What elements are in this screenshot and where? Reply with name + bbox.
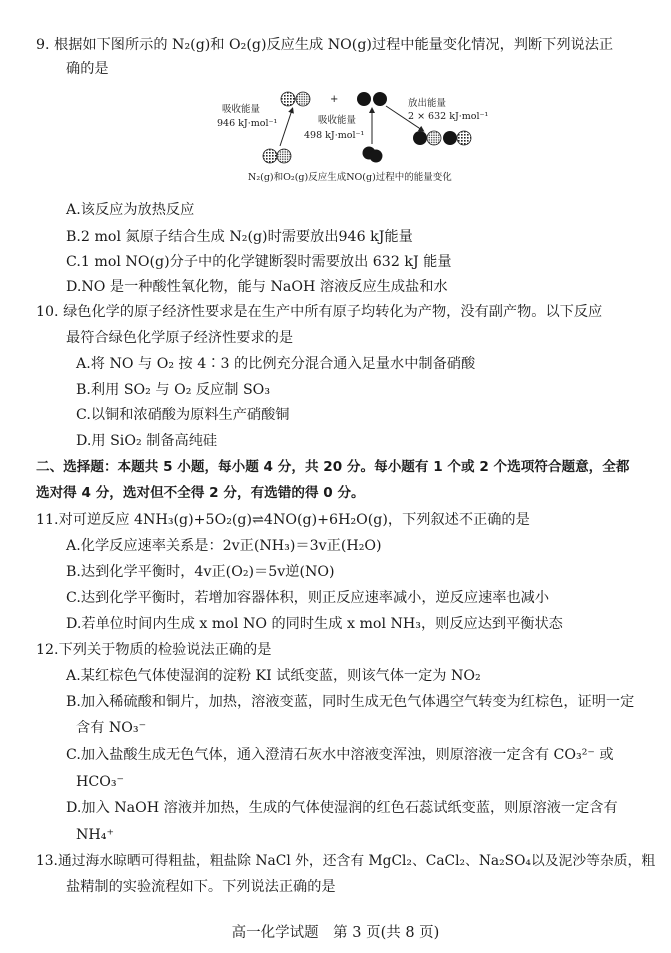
- q9-option-a: A.该反应为放热反应: [66, 202, 195, 218]
- n2-molecule-icon: [277, 149, 291, 163]
- q12-option-c-line1: C.加入盐酸生成无色气体，通入澄清石灰水中溶液变浑浊，则原溶液一定含有 CO₃²⁻ 或: [66, 747, 614, 763]
- q9-stem-line2: 确的是: [66, 61, 109, 77]
- q9-option-d: D.NO 是一种酸性氧化物，能与 NaOH 溶液反应生成盐和水: [66, 279, 448, 295]
- figure-caption: N₂(g)和O₂(g)反应生成NO(g)过程中的能量变化: [248, 172, 452, 183]
- o-atom-icon: [373, 92, 387, 106]
- label-release-value: 2 × 632 kJ·mol⁻¹: [408, 111, 489, 122]
- plus-sign: +: [330, 94, 339, 105]
- label-release: 放出能量: [408, 98, 447, 109]
- q10-option-c: C.以铜和浓硝酸为原料生产硝酸铜: [76, 407, 290, 423]
- q10-stem-line2: 最符合绿色化学原子经济性要求的是: [66, 330, 294, 346]
- no-molecule-icon: [443, 131, 457, 145]
- q12-option-c-line2: HCO₃⁻: [76, 774, 125, 790]
- label-absorb-1-value: 946 kJ·mol⁻¹: [217, 118, 278, 129]
- q11-option-c: C.达到化学平衡时，若增加容器体积，则正反应速率减小，逆反应速率也减小: [66, 590, 550, 606]
- q11-option-b: B.达到化学平衡时，4v正(O₂)＝5v逆(NO): [66, 564, 335, 580]
- q13-stem-line1: 13.通过海水晾晒可得粗盐，粗盐除 NaCl 外，还含有 MgCl₂、CaCl₂、Na₂SO₄以及泥沙等杂质，粗: [36, 853, 656, 869]
- q12-option-d-line2: NH₄⁺: [76, 827, 114, 843]
- n-atom-icon: [281, 92, 295, 106]
- q9-stem-line1: 9. 根据如下图所示的 N₂(g)和 O₂(g)反应生成 NO(g)过程中能量变化情况，判断下列说法正: [36, 37, 614, 53]
- q12-option-a: A.某红棕色气体使湿润的淀粉 KI 试纸变蓝，则该气体一定为 NO₂: [66, 668, 481, 684]
- q12-stem: 12.下列关于物质的检验说法正确的是: [36, 642, 272, 658]
- q11-option-d: D.若单位时间内生成 x mol NO 的同时生成 x mol NH₃，则反应达到平衡状态: [66, 616, 563, 632]
- section2-heading-line2: 选对得 4 分，选对但不全得 2 分，有选错的得 0 分。: [36, 485, 365, 501]
- no-molecule-icon: [413, 131, 427, 145]
- q10-option-a: A.将 NO 与 O₂ 按 4∶3 的比例充分混合通入足量水中制备硝酸: [76, 356, 476, 372]
- no-molecule-icon: [457, 131, 471, 145]
- n-atom-icon: [296, 92, 310, 106]
- arrow-icon: [280, 110, 292, 146]
- label-absorb-2-value: 498 kJ·mol⁻¹: [304, 130, 365, 141]
- q11-stem: 11.对可逆反应 4NH₃(g)+5O₂(g)⇌4NO(g)+6H₂O(g)，下列叙述不正确的是: [36, 512, 530, 528]
- q13-stem-line2: 盐精制的实验流程如下。下列说法正确的是: [66, 879, 336, 895]
- q10-stem-line1: 10. 绿色化学的原子经济性要求是在生产中所有原子均转化为产物，没有副产物。以下反应: [36, 304, 603, 320]
- q11-option-a: A.化学反应速率关系是：2v正(NH₃)＝3v正(H₂O): [66, 538, 382, 554]
- q12-option-b-line2: 含有 NO₃⁻: [76, 720, 147, 736]
- no-molecule-icon: [427, 131, 441, 145]
- o-atom-icon: [357, 92, 371, 106]
- q9-option-b: B.2 mol 氮原子结合生成 N₂(g)时需要放出946 kJ能量: [66, 229, 413, 245]
- energy-diagram: [200, 86, 490, 186]
- page-footer: 高一化学试题 第 3 页(共 8 页): [231, 925, 440, 941]
- label-absorb-1: 吸收能量: [222, 104, 261, 115]
- q10-option-b: B.利用 SO₂ 与 O₂ 反应制 SO₃: [76, 382, 271, 398]
- o2-molecule-icon: [370, 150, 383, 163]
- q12-option-d-line1: D.加入 NaOH 溶液并加热，生成的气体使湿润的红色石蕊试纸变蓝，则原溶液一定含有: [66, 800, 618, 816]
- label-absorb-2: 吸收能量: [318, 115, 357, 126]
- q12-option-b-line1: B.加入稀硫酸和铜片，加热，溶液变蓝，同时生成无色气体遇空气转变为红棕色，证明一定: [66, 694, 635, 710]
- q10-option-d: D.用 SiO₂ 制备高纯硅: [76, 433, 218, 449]
- n2-molecule-icon: [263, 149, 277, 163]
- q9-option-c: C.1 mol NO(g)分子中的化学键断裂时需要放出 632 kJ 能量: [66, 254, 452, 270]
- section2-heading-line1: 二、选择题：本题共 5 小题，每小题 4 分，共 20 分。每小题有 1 个或 2 个选项符合题意，全都: [36, 459, 630, 475]
